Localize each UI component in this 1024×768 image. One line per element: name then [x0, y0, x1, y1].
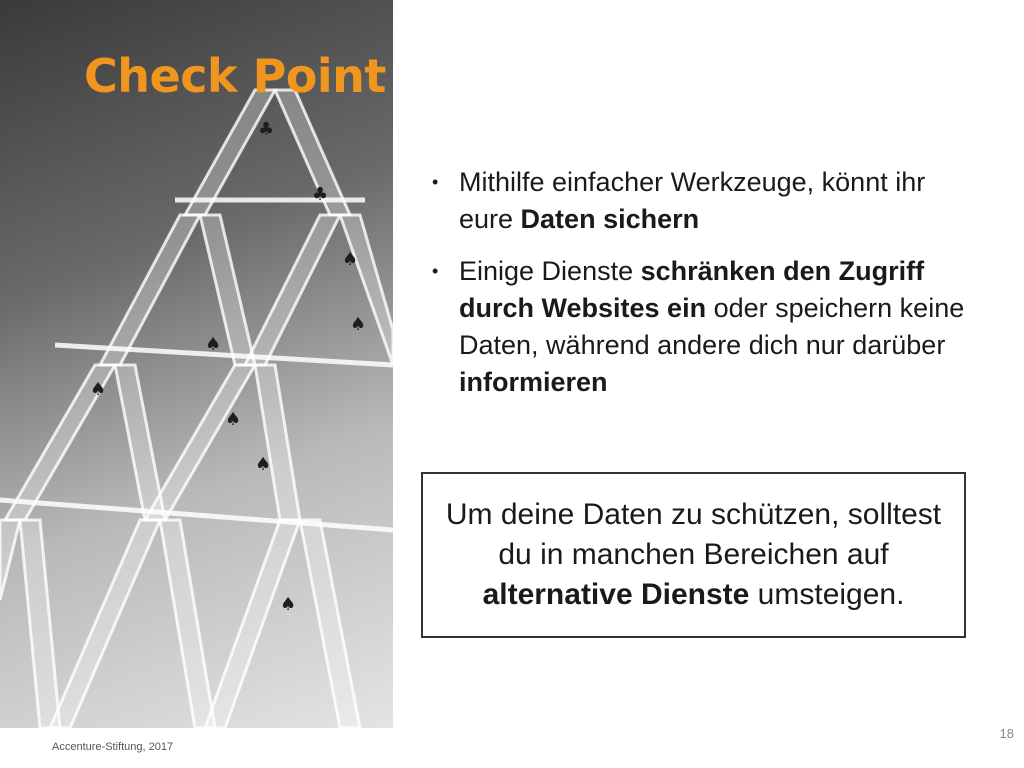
svg-text:♠: ♠	[90, 379, 107, 400]
bullet-text-bold: informieren	[459, 367, 608, 397]
callout-text-bold: alternative Dienste	[482, 578, 750, 611]
slide-title: Check Point	[84, 49, 386, 103]
bullet-text-part: oder speichern keine Daten, während andere dich nur darüber	[459, 293, 965, 360]
svg-text:♠: ♠	[280, 594, 297, 615]
bullet-list	[428, 164, 968, 416]
bullet-text-part: Mithilfe einfacher Werkzeuge, könnt ihr eure	[459, 167, 926, 234]
svg-text:♠: ♠	[225, 409, 242, 430]
callout-text-part: Um deine Daten zu schützen, solltest du in manchen Bereichen auf	[445, 498, 942, 571]
bullet-text	[459, 167, 925, 234]
bullet-dot-icon: •	[432, 172, 439, 192]
svg-text:♣: ♣	[258, 119, 275, 140]
bullet-text-bold: Daten sichern	[520, 204, 700, 234]
svg-text:♣: ♣	[312, 184, 329, 205]
callout-box	[421, 472, 966, 638]
bullet-item	[428, 164, 968, 238]
bullet-text-part: Einige Dienste	[459, 256, 641, 286]
bullet-text-bold: schränken den Zugriff durch Websites ein	[459, 256, 925, 323]
svg-text:♠: ♠	[350, 314, 367, 335]
bullet-item	[428, 253, 968, 401]
bullet-dot-icon: •	[432, 261, 439, 281]
house-of-cards-image	[0, 0, 393, 728]
callout-text-part: umsteigen.	[749, 578, 905, 611]
svg-text:♠: ♠	[255, 454, 272, 475]
footer-source: Accenture-Stiftung, 2017	[52, 741, 174, 753]
house-of-cards-graphic	[0, 0, 393, 728]
svg-text:♠: ♠	[205, 334, 222, 355]
page-number: 18	[999, 726, 1014, 741]
bullet-text	[459, 256, 964, 397]
svg-text:♠: ♠	[342, 249, 359, 270]
callout-text	[433, 495, 954, 615]
